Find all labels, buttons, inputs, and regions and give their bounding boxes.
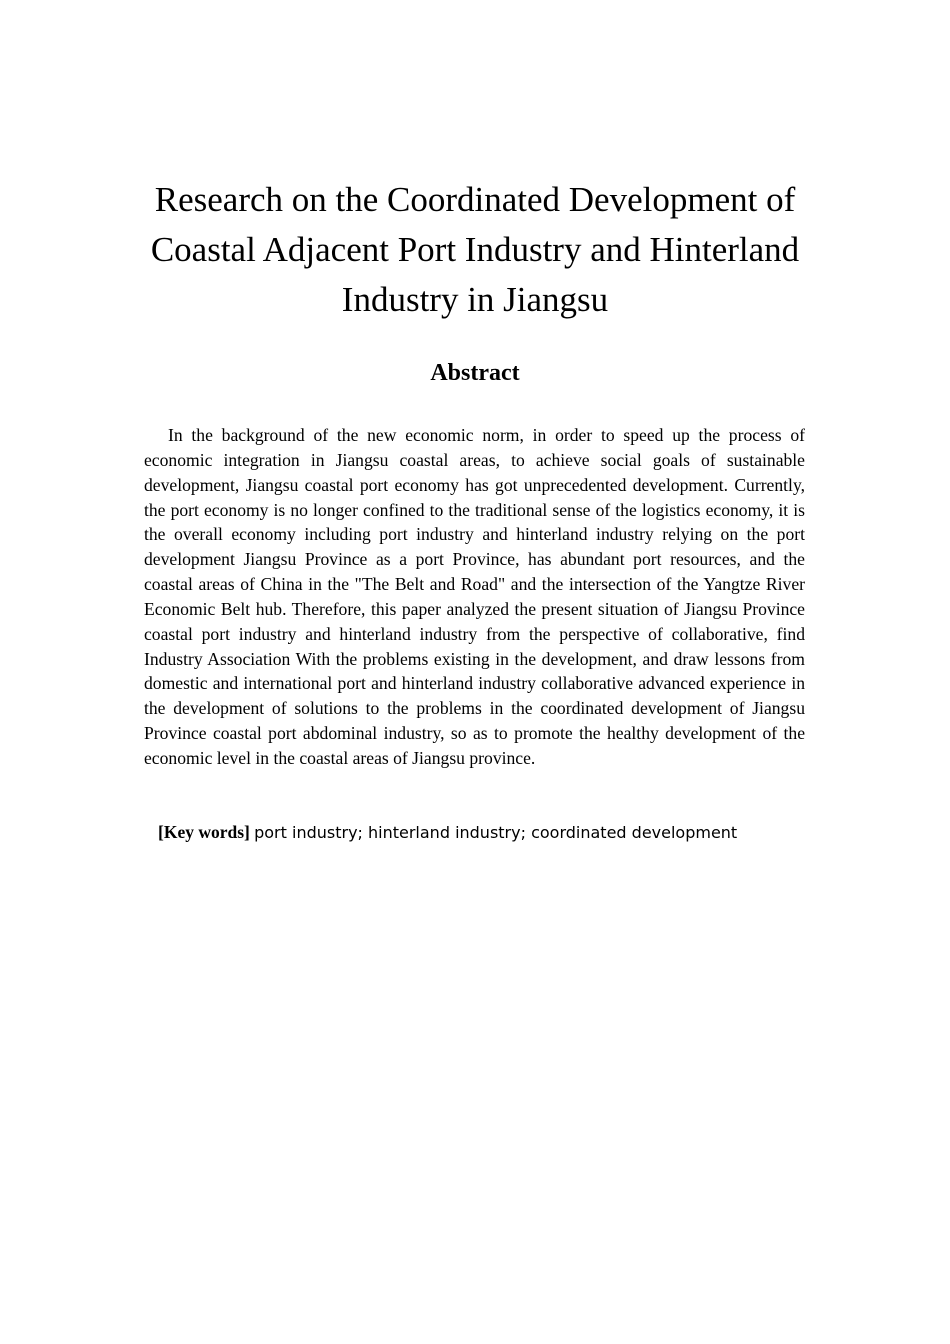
keywords-label: [Key words] (158, 822, 250, 842)
abstract-body: In the background of the new economic norm, in order to speed up the process of economic integration in Jiangsu coastal areas, to achieve social goals of sustainable development, Jiangsu coastal port economy has got unprecedented development. Currently, the port economy is no longer confined to the traditional sense of the logistics economy, it is the overall economy including port industry and hinterland industry relying on the port development Jiangsu Province as a port Province, has abundant port resources, and the coastal areas of China in the "The Belt and Road" and the intersection of the Yangtze River Economic Belt hub. Therefore, this paper analyzed the present situation of Jiangsu Province coastal port industry and hinterland industry from the perspective of collaborative, find Industry Association With the problems existing in the development, and draw lessons from domestic and international port and hinterland industry collaborative advanced experience in the development of solutions to the problems in the coordinated development of Jiangsu Province coastal port abdominal industry, so as to promote the healthy development of the economic level in the coastal areas of Jiangsu province. (144, 425, 805, 768)
keywords-line (158, 820, 838, 845)
keywords-text: port industry; hinterland industry; coordinated development (254, 823, 738, 842)
abstract-heading: Abstract (430, 360, 520, 386)
paper-title: Research on the Coordinated Development of Coastal Adjacent Port Industry and Hinterland Industry in Jiangsu (150, 180, 800, 319)
